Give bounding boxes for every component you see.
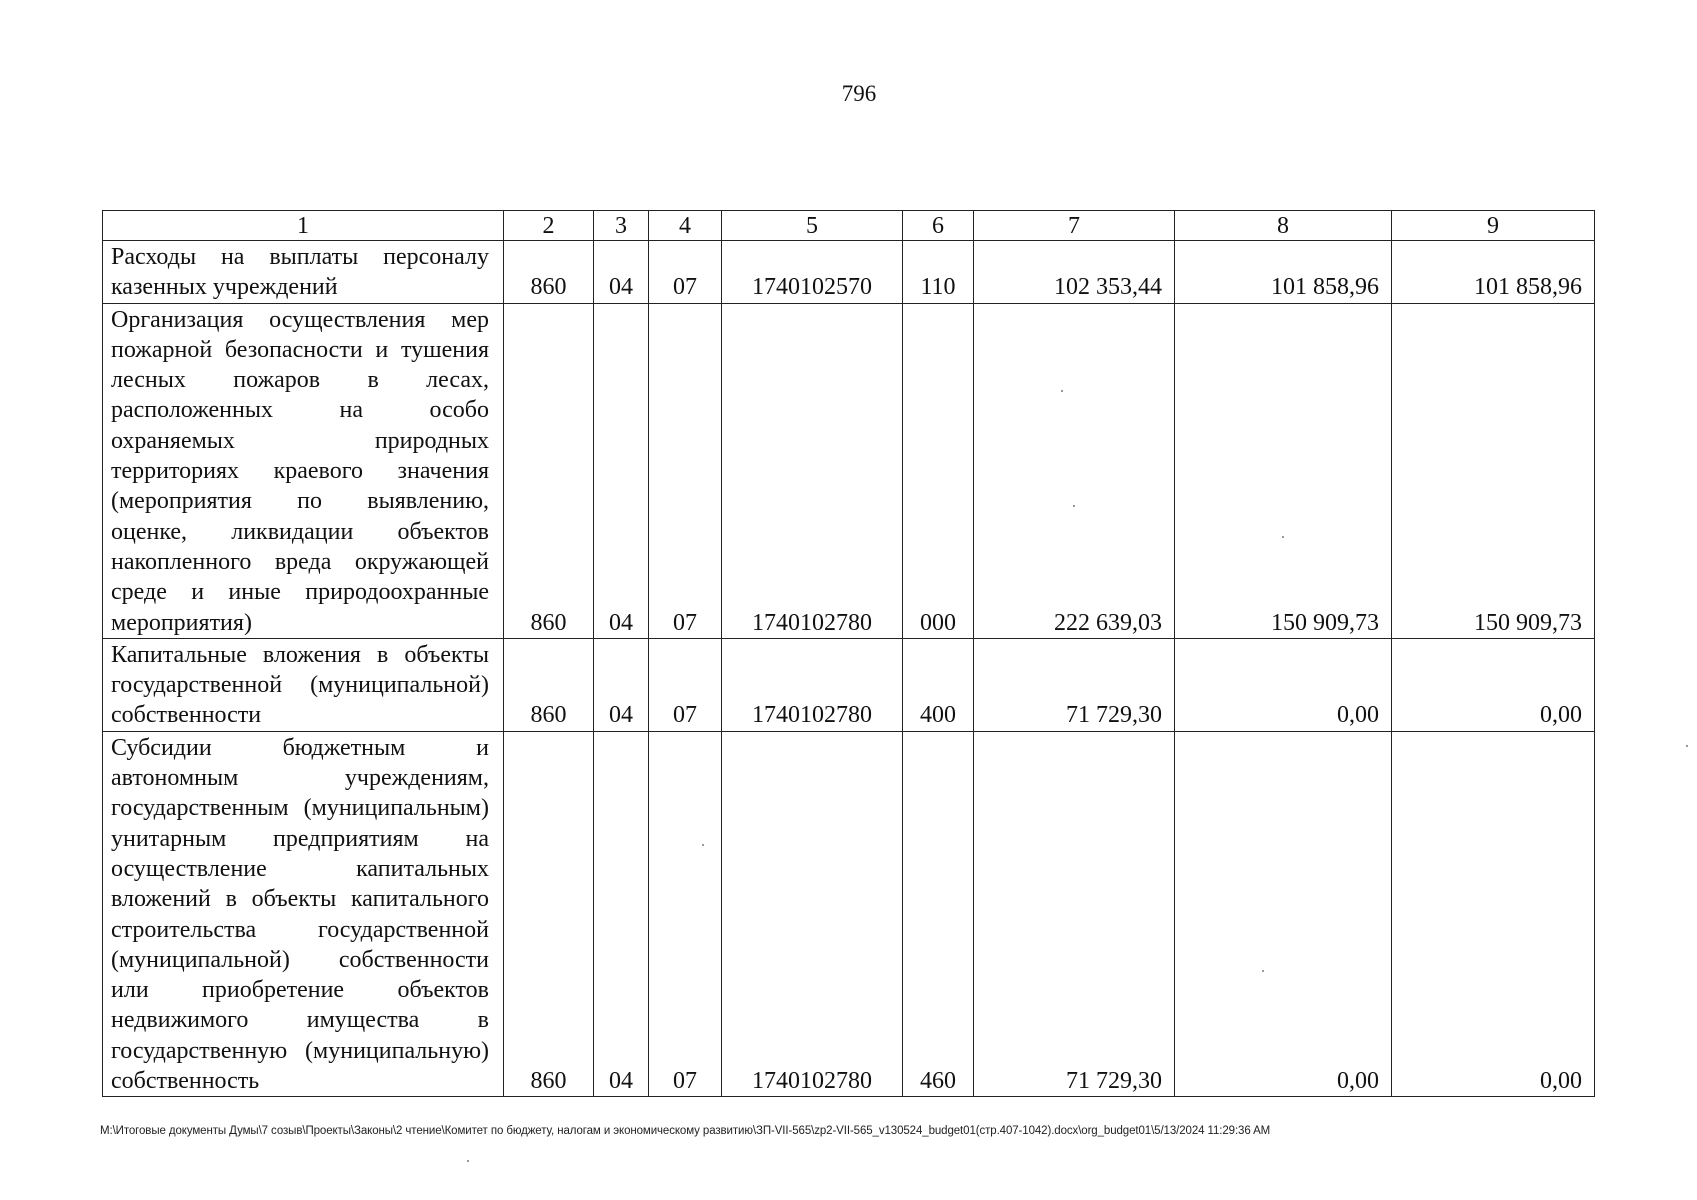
subsection-code-cell: 07 [649,731,722,1097]
amount-col8-cell: 0,00 [1175,638,1392,731]
amount-col9-cell: 0,00 [1392,638,1595,731]
amount-col8-cell: 101 858,96 [1175,241,1392,304]
budget-table [102,210,1595,1097]
amount-col8-cell: 0,00 [1175,731,1392,1097]
column-header-1: 1 [103,211,504,241]
amount-col9-cell: 101 858,96 [1392,241,1595,304]
column-header-5: 5 [722,211,903,241]
expense-name-cell: Капитальные вложения в объекты государственной (муниципальной) собственности [103,638,504,731]
scan-speck [1061,390,1063,392]
scan-speck [1073,505,1075,507]
scan-speck [1262,970,1264,972]
amount-col7-cell: 222 639,03 [974,303,1175,638]
table-header-row [103,211,1595,241]
scan-speck [1282,536,1284,538]
target-article-cell: 1740102780 [722,303,903,638]
table-row [103,731,1595,1097]
column-header-8: 8 [1175,211,1392,241]
expense-type-cell: 400 [903,638,974,731]
amount-col7-cell: 71 729,30 [974,638,1175,731]
ministry-code-cell: 860 [504,241,594,304]
amount-col9-cell: 0,00 [1392,731,1595,1097]
amount-col7-cell: 102 353,44 [974,241,1175,304]
section-code-cell: 04 [594,303,649,638]
column-header-2: 2 [504,211,594,241]
subsection-code-cell: 07 [649,638,722,731]
ministry-code-cell: 860 [504,638,594,731]
scan-speck [467,1160,469,1162]
column-header-4: 4 [649,211,722,241]
document-file-path: M:\Итоговые документы Думы\7 созыв\Проекты\Законы\2 чтение\Комитет по бюджету, налогам и экономическому развитию\ЗП-VII-565\zp2-VII-565_v130524_budget01(стр.407-1042).docx\org_budget01\5/13/2024 11:29:36 AM [100,1125,1271,1137]
section-code-cell: 04 [594,638,649,731]
table-row [103,241,1595,304]
expense-name-cell: Организация осуществления мер пожарной безопасности и тушения лесных пожаров в лесах, расположенных на особо охраняемых природных территориях краевого значения (мероприятия по выявлению, оценке, ликвидации объектов накопленного вреда окружающей среде и иные природоохранные мероприятия) [103,303,504,638]
target-article-cell: 1740102780 [722,638,903,731]
amount-col9-cell: 150 909,73 [1392,303,1595,638]
table-row [103,303,1595,638]
column-header-3: 3 [594,211,649,241]
table-row [103,638,1595,731]
column-header-6: 6 [903,211,974,241]
scan-speck [1686,745,1688,747]
section-code-cell: 04 [594,731,649,1097]
subsection-code-cell: 07 [649,241,722,304]
expense-type-cell: 460 [903,731,974,1097]
expense-name-cell: Расходы на выплаты персоналу казенных учреждений [103,241,504,304]
amount-col8-cell: 150 909,73 [1175,303,1392,638]
target-article-cell: 1740102570 [722,241,903,304]
column-header-9: 9 [1392,211,1595,241]
scan-speck [702,844,704,846]
ministry-code-cell: 860 [504,731,594,1097]
target-article-cell: 1740102780 [722,731,903,1097]
page-number: 796 [841,81,877,106]
column-header-7: 7 [974,211,1175,241]
expense-name-cell: Субсидии бюджетным и автономным учреждениям, государственным (муниципальным) унитарным предприятиям на осуществление капитальных вложений в объекты капитального строительства государственной (муниципальной) собственности или приобретение объектов недвижимого имущества в государственную (муниципальную) собственность [103,731,504,1097]
expense-type-cell: 110 [903,241,974,304]
subsection-code-cell: 07 [649,303,722,638]
section-code-cell: 04 [594,241,649,304]
expense-type-cell: 000 [903,303,974,638]
ministry-code-cell: 860 [504,303,594,638]
amount-col7-cell: 71 729,30 [974,731,1175,1097]
